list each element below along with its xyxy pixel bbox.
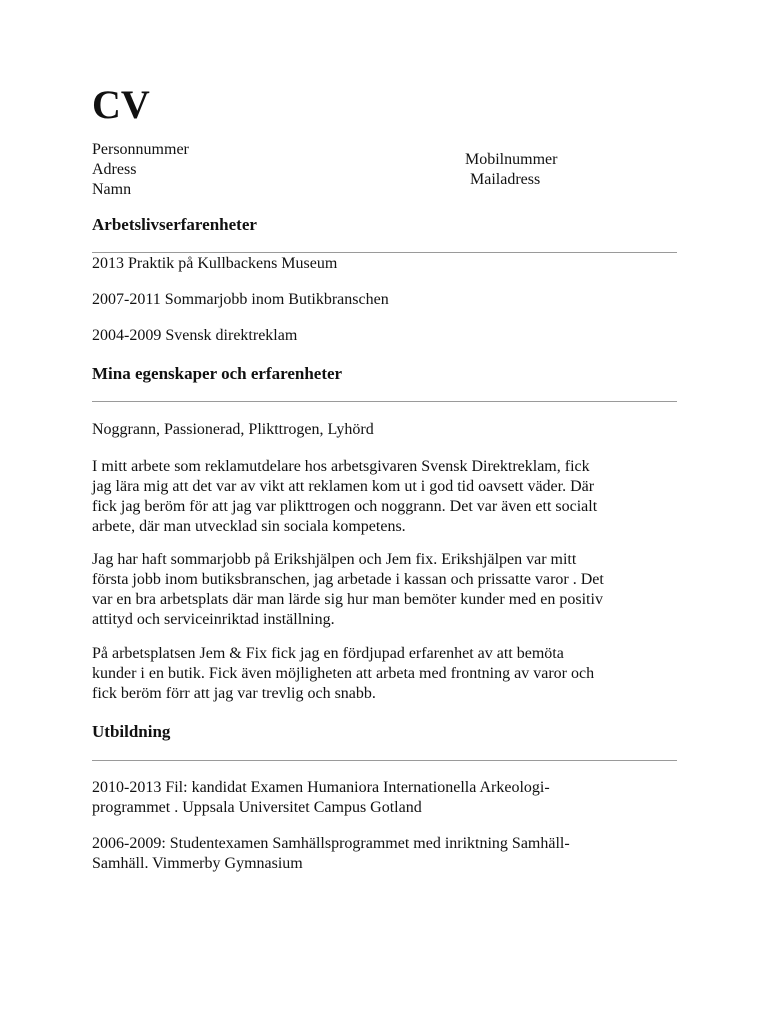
paragraph-line: I mitt arbete som reklamutdelare hos arbetsgivaren Svensk Direktreklam, fick <box>92 458 590 475</box>
paragraph-line: arbete, där man utvecklad sin sociala kompetens. <box>92 518 406 535</box>
paragraph-line: första jobb inom butiksbranschen, jag arbetade i kassan och prissatte varor . Det <box>92 571 604 588</box>
qualities-paragraph <box>92 457 682 537</box>
education-line: Samhäll. Vimmerby Gymnasium <box>92 855 303 872</box>
work-item: 2013 Praktik på Kullbackens Museum <box>92 255 338 272</box>
education-item <box>92 778 682 818</box>
mailadress-label: Mailadress <box>470 171 541 188</box>
paragraph-line: fick beröm förr att jag var trevlig och snabb. <box>92 685 376 702</box>
adress-label: Adress <box>92 161 137 178</box>
paragraph-line: kunder i en butik. Fick även möjligheten att arbeta med frontning av varor och <box>92 665 595 682</box>
personnummer-label: Personnummer <box>92 141 189 158</box>
section-heading-work: Arbetslivserfarenheter <box>92 215 257 234</box>
paragraph-line: jag lära mig att det var av vikt att reklamen kom ut i god tid oavsett väder. Där <box>92 478 595 495</box>
mobilnummer-label: Mobilnummer <box>465 151 558 168</box>
section-heading-qualities: Mina egenskaper och erfarenheter <box>92 364 343 383</box>
paragraph-line: fick jag beröm för att jag var plikttrogen och noggrann. Det var även ett socialt <box>92 498 598 515</box>
contact-block-right <box>465 150 557 190</box>
education-line: 2006-2009: Studentexamen Samhällsprogrammet med inriktning Samhäll- <box>92 835 570 852</box>
namn-label: Namn <box>92 181 132 198</box>
traits-line: Noggrann, Passionerad, Plikttrogen, Lyhörd <box>92 421 374 438</box>
section-divider-education <box>92 760 677 761</box>
paragraph-line: På arbetsplatsen Jem & Fix fick jag en fördjupad erfarenhet av att bemöta <box>92 645 564 662</box>
section-divider-work <box>92 252 677 253</box>
work-item: 2004-2009 Svensk direktreklam <box>92 327 298 344</box>
paragraph-line: var en bra arbetsplats där man lärde sig hur man bemöter kunder med en positiv <box>92 591 603 608</box>
qualities-paragraph <box>92 644 682 704</box>
qualities-paragraph <box>92 550 682 630</box>
paragraph-line: attityd och serviceinriktad inställning. <box>92 611 335 628</box>
section-heading-education: Utbildning <box>92 722 171 741</box>
document-title: CV <box>92 82 150 127</box>
education-item <box>92 834 682 874</box>
contact-block-left <box>92 140 189 200</box>
section-divider-qualities <box>92 401 677 402</box>
education-line: programmet . Uppsala Universitet Campus Gotland <box>92 799 422 816</box>
education-line: 2010-2013 Fil: kandidat Examen Humaniora Internationella Arkeologi- <box>92 779 550 796</box>
work-item: 2007-2011 Sommarjobb inom Butikbranschen <box>92 291 389 308</box>
paragraph-line: Jag har haft sommarjobb på Erikshjälpen och Jem fix. Erikshjälpen var mitt <box>92 551 577 568</box>
